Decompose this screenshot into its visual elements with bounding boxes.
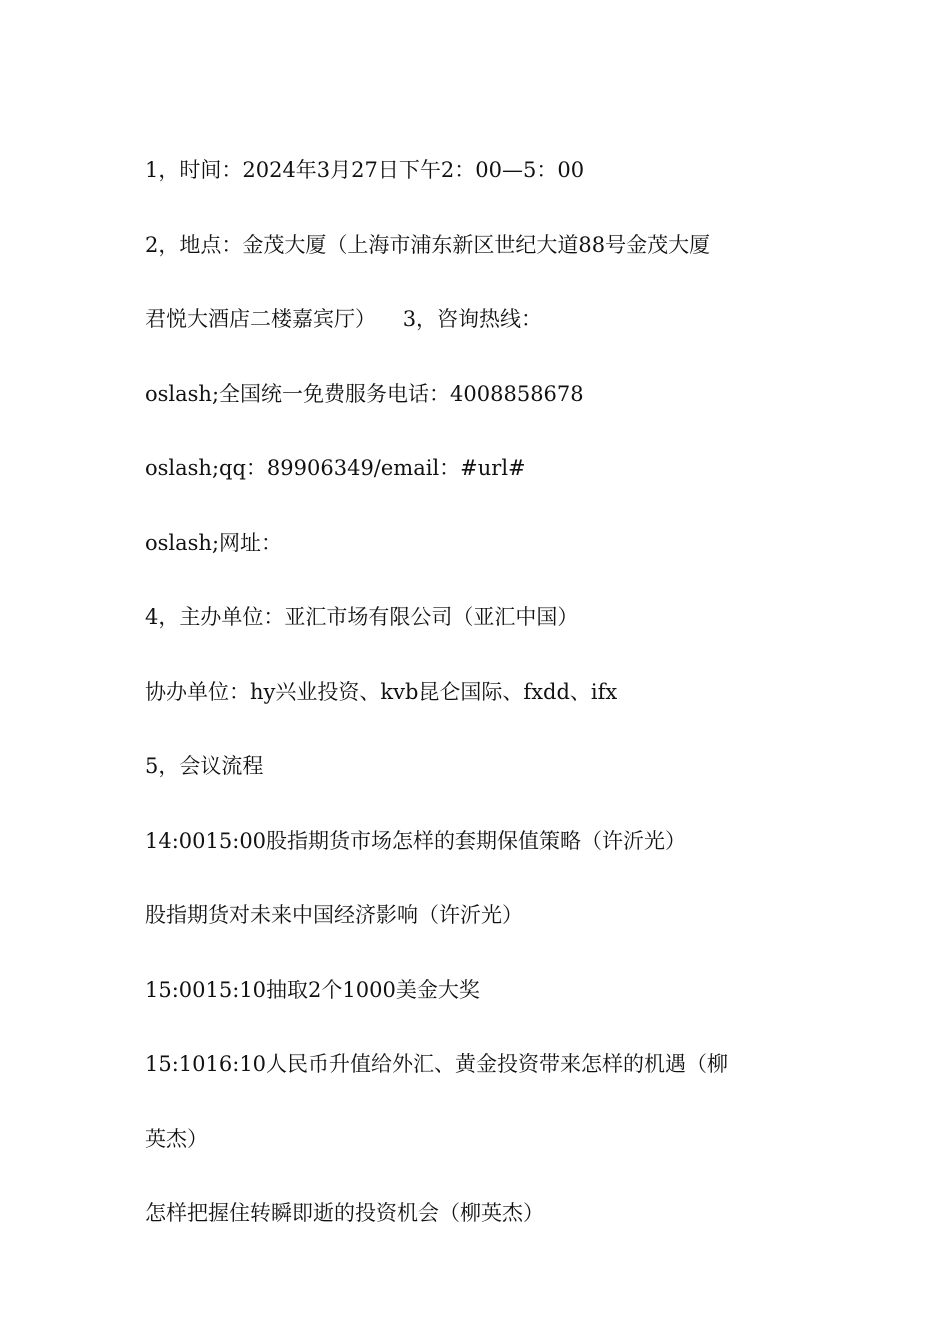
text-line-agenda-heading: 5，会议流程: [145, 754, 264, 778]
text-line-agenda-item: 英杰）: [145, 1126, 208, 1151]
text-line-agenda-item: 14:0015:00股指期货市场怎样的套期保值策略（许沂光）: [145, 828, 687, 853]
text-line-agenda-item: 15:0015:10抽取2个1000美金大奖: [145, 977, 480, 1002]
text-line-co-organizer: 协办单位：hy兴业投资、kvb昆仑国际、fxdd、ifx: [145, 679, 618, 704]
text-line-website: oslash;网址：: [145, 530, 283, 555]
text-line-agenda-item: 15:1016:10人民币升值给外汇、黄金投资带来怎样的机遇（柳: [145, 1052, 729, 1076]
document-body: [145, 133, 815, 1251]
text-line-agenda-item: 怎样把握住转瞬即逝的投资机会（柳英杰）: [145, 1201, 544, 1225]
text-line-location-hotline: 君悦大酒店二楼嘉宾厅） 3，咨询热线：: [145, 307, 543, 331]
text-line-location: 2，地点：金茂大厦（上海市浦东新区世纪大道88号金茂大厦: [145, 232, 711, 257]
text-line-phone: oslash;全国统一免费服务电话：4008858678: [145, 381, 584, 406]
text-line-time: 1，时间：2024年3月27日下午2：00—5：00: [145, 158, 585, 182]
text-line-organizer: 4，主办单位：亚汇市场有限公司（亚汇中国）: [145, 605, 579, 629]
text-line-agenda-item: 股指期货对未来中国经济影响（许沂光）: [145, 903, 523, 927]
text-line-qq-email: oslash;qq：89906349/email：#url#: [145, 456, 526, 480]
